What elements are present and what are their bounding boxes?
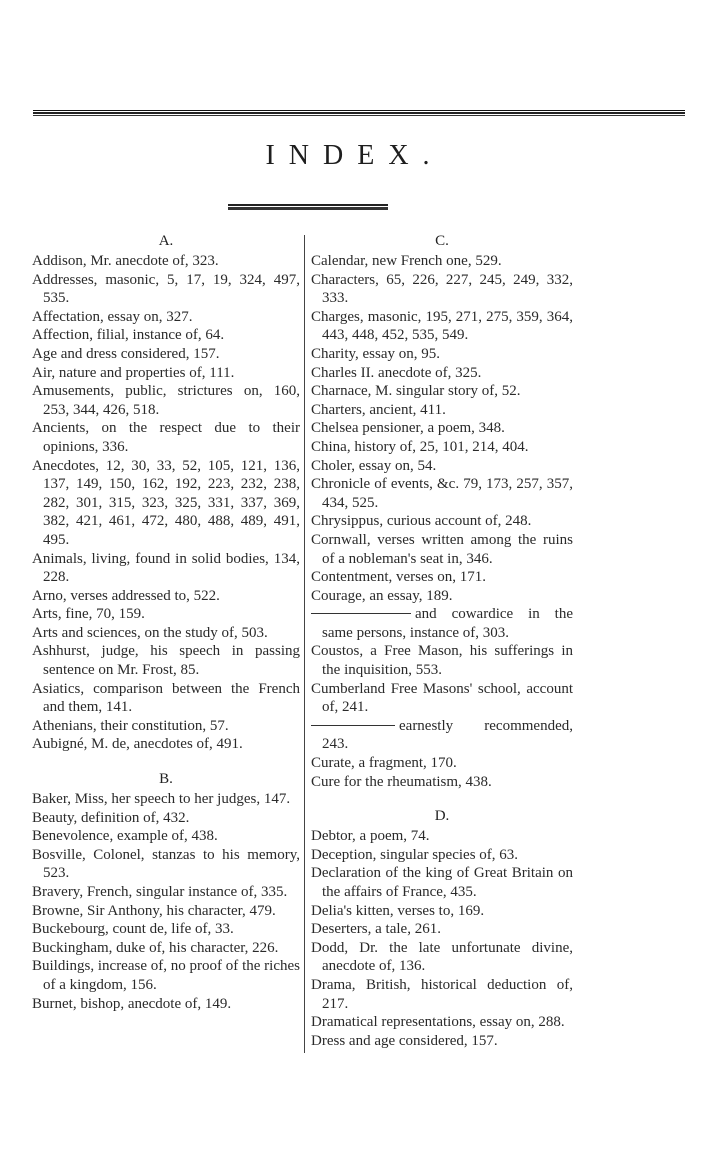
- index-entry-text: Choler, essay on, 54.: [311, 457, 437, 474]
- index-entry-text: Buckingham, duke of, his character, 226.: [32, 939, 279, 956]
- index-entry: [32, 345, 300, 364]
- left-column: [32, 230, 300, 1013]
- index-entry-text: Deception, singular species of, 63.: [311, 846, 519, 863]
- index-entry-text: Charges, masonic, 195, 271, 275, 359, 364, 443, 448, 452, 535, 549.: [311, 308, 573, 344]
- index-entry-text: Deserters, a tale, 261.: [311, 921, 441, 938]
- index-entry-text: Affectation, essay on, 327.: [32, 308, 193, 325]
- index-entry-text: Aubigné, M. de, anecdotes of, 491.: [32, 736, 243, 753]
- index-entry: [32, 995, 300, 1014]
- index-entry-text: China, history of, 25, 101, 214, 404.: [311, 438, 529, 455]
- column-divider: [304, 235, 305, 1053]
- index-entry: [311, 587, 573, 606]
- index-entry: [311, 419, 573, 438]
- index-entry-text: Chronicle of events, &c. 79, 173, 257, 357, 434, 525.: [311, 476, 573, 511]
- index-entry-text: Characters, 65, 226, 227, 245, 249, 332, 333.: [311, 271, 573, 307]
- index-entry-text: Buckebourg, count de, life of, 33.: [32, 921, 234, 938]
- index-entry-text: Cure for the rheumatism, 438.: [311, 773, 492, 790]
- index-entry-text: Addison, Mr. anecdote of, 323.: [32, 253, 219, 269]
- index-entry: [32, 550, 300, 587]
- index-entry-text: Chelsea pensioner, a poem, 348.: [311, 420, 505, 437]
- index-entry: [32, 382, 300, 419]
- index-entry-text: Cumberland Free Masons' school, account of, 241.: [311, 680, 573, 716]
- index-entry: [32, 642, 300, 679]
- index-entry-text: Charters, ancient, 411.: [311, 401, 446, 418]
- section-letter: D.: [434, 808, 450, 825]
- index-entry-text: Dramatical representations, essay on, 288.: [311, 1014, 565, 1031]
- index-entry-text: Dress and age considered, 157.: [311, 1032, 498, 1049]
- index-entry-text: Charity, essay on, 95.: [311, 345, 441, 362]
- index-entry: [32, 271, 300, 308]
- index-entry-text: Drama, British, historical deduction of, 217.: [311, 976, 573, 1012]
- page-title: INDEX.: [265, 140, 444, 171]
- index-entry: [32, 587, 300, 606]
- index-entry: [311, 438, 573, 457]
- index-entry-text: Animals, living, found in solid bodies, 134, 228.: [32, 550, 300, 586]
- index-entry: [311, 864, 573, 901]
- title-rule: [228, 204, 388, 210]
- index-entry: [311, 271, 573, 308]
- index-entry-text: Affection, filial, instance of, 64.: [32, 327, 225, 344]
- index-entry: [311, 364, 573, 383]
- index-entry-text: Bravery, French, singular instance of, 335.: [32, 884, 288, 900]
- index-entry-text: Buildings, increase of, no proof of the riches of a kingdom, 156.: [32, 958, 300, 993]
- index-entry: [311, 939, 573, 976]
- index-entry-text: Chrysippus, curious account of, 248.: [311, 513, 532, 530]
- index-entry: [311, 717, 573, 754]
- index-entry: [32, 735, 300, 754]
- index-entry: [32, 364, 300, 383]
- index-entry-text: Anecdotes, 12, 30, 33, 52, 105, 121, 136, 137, 149, 150, 162, 192, 223, 232, 238, 282, 301, 315, 323, 325, 331, 337, 369, 382, 421, 461, 472, 480, 488, 489, 491, 495.: [32, 457, 300, 548]
- index-entry-text: Cornwall, verses written among the ruins of a nobleman's seat in, 346.: [311, 531, 573, 567]
- index-entry: [32, 957, 300, 994]
- index-entry: [32, 605, 300, 624]
- index-entry: [32, 252, 300, 271]
- index-entry-text: Benevolence, example of, 438.: [32, 828, 218, 845]
- index-entry: [32, 326, 300, 345]
- top-double-rule: [33, 110, 685, 116]
- index-entry-text: Calendar, new French one, 529.: [311, 253, 502, 269]
- index-entry: [32, 846, 300, 883]
- index-entry-text: Asiatics, comparison between the French and them, 141.: [32, 680, 300, 716]
- index-entry-text: Arts, fine, 70, 159.: [32, 606, 145, 623]
- index-entry: [32, 717, 300, 736]
- index-entry: [311, 754, 573, 773]
- index-entry: [311, 531, 573, 568]
- index-entry-text: Courage, an essay, 189.: [311, 587, 453, 604]
- index-entry: [311, 457, 573, 476]
- index-entry: [32, 939, 300, 958]
- index-entry: [32, 827, 300, 846]
- index-entry: [311, 1013, 573, 1032]
- index-entry-text: Coustos, a Free Mason, his sufferings in the inquisition, 553.: [311, 643, 573, 679]
- index-entry-text: Contentment, verses on, 171.: [311, 569, 486, 586]
- section-letter: C.: [435, 233, 449, 249]
- section-letter: A.: [158, 233, 174, 249]
- index-entry-text: Amusements, public, strictures on, 160, 253, 344, 426, 518.: [32, 383, 300, 418]
- index-entry-text: Ancients, on the respect due to their opinions, 336.: [32, 420, 300, 455]
- index-entry: [311, 345, 573, 364]
- index-entry: [311, 920, 573, 939]
- index-entry: [311, 846, 573, 865]
- index-entry: [32, 419, 300, 456]
- index-entry: [311, 308, 573, 345]
- index-entry: [32, 308, 300, 327]
- index-entry: [32, 790, 300, 809]
- index-entry: [311, 680, 573, 717]
- index-entry-text: Debtor, a poem, 74.: [311, 828, 430, 845]
- index-entry: [311, 512, 573, 531]
- index-entry: [32, 902, 300, 921]
- index-entry-text: Bosville, Colonel, stanzas to his memory, 523.: [32, 846, 300, 882]
- index-entry: [311, 475, 573, 512]
- index-entry: [311, 902, 573, 921]
- index-entry-text: Charles II. anecdote of, 325.: [311, 364, 482, 381]
- index-entry: [311, 642, 573, 679]
- index-entry: [32, 457, 300, 550]
- ditto-dash: [311, 725, 395, 726]
- index-entry-text: Air, nature and properties of, 111.: [32, 364, 235, 381]
- index-entry-text: Addresses, masonic, 5, 17, 19, 324, 497, 535.: [32, 271, 300, 307]
- index-entry-text: Charnace, M. singular story of, 52.: [311, 383, 521, 400]
- index-entry: [32, 680, 300, 717]
- index-entry-text: Dodd, Dr. the late unfortunate divine, anecdote of, 136.: [311, 939, 573, 975]
- index-entry: [311, 401, 573, 420]
- index-entry: [311, 827, 573, 846]
- index-entry: [32, 920, 300, 939]
- index-entry-text: Ashhurst, judge, his speech in passing sentence on Mr. Frost, 85.: [32, 643, 300, 679]
- index-entry-text: Baker, Miss, her speech to her judges, 147.: [32, 791, 291, 808]
- index-entry: [311, 1032, 573, 1051]
- index-entry: [311, 976, 573, 1013]
- index-entry: [32, 624, 300, 643]
- index-entry-text: Browne, Sir Anthony, his character, 479.: [32, 902, 276, 919]
- index-entry: [311, 252, 573, 271]
- index-entry-text: Arno, verses addressed to, 522.: [32, 587, 220, 604]
- index-entry-text: and cowardice in the same persons, instance of, 303.: [322, 606, 573, 641]
- index-entry-text: Burnet, bishop, anecdote of, 149.: [32, 995, 232, 1012]
- index-entry-text: Athenians, their constitution, 57.: [32, 717, 229, 734]
- index-entry: [311, 773, 573, 792]
- ditto-dash: [311, 613, 411, 614]
- index-entry-text: Curate, a fragment, 170.: [311, 755, 457, 772]
- index-entry-text: Beauty, definition of, 432.: [32, 809, 190, 826]
- index-entry-text: Declaration of the king of Great Britain on the affairs of France, 435.: [311, 865, 573, 900]
- right-column: [311, 230, 573, 1050]
- index-entry: [32, 809, 300, 828]
- index-entry: [32, 883, 300, 902]
- index-entry-text: Delia's kitten, verses to, 169.: [311, 902, 485, 919]
- index-entry-text: Age and dress considered, 157.: [32, 345, 220, 362]
- index-entry: [311, 568, 573, 587]
- index-entry: [311, 382, 573, 401]
- index-entry: [311, 605, 573, 642]
- section-letter: B.: [159, 771, 173, 788]
- index-entry-text: earnestly recommended, 243.: [322, 717, 573, 753]
- index-entry-text: Arts and sciences, on the study of, 503.: [32, 624, 268, 641]
